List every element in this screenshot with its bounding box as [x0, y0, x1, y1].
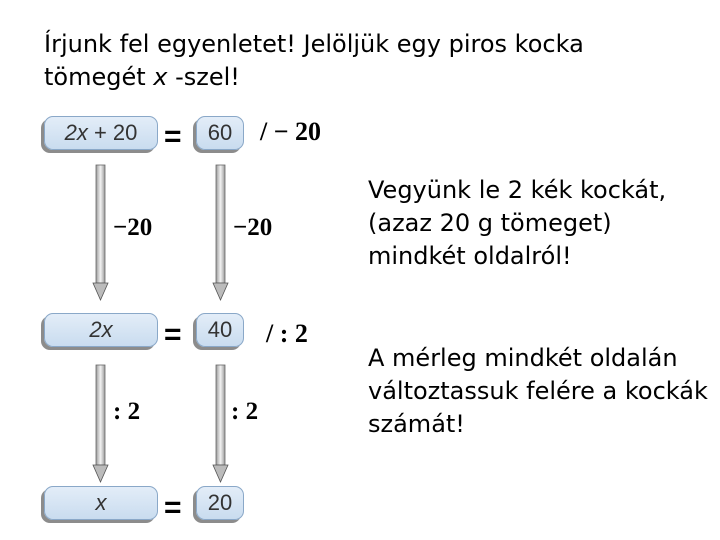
arrow-down-2-right: [213, 365, 228, 482]
equation-1-left-side: [44, 116, 158, 150]
intro-variable: x: [153, 63, 168, 91]
intro-line-2-suffix: -szel!: [167, 63, 240, 91]
note-halve: [368, 342, 716, 441]
note-subtract-line-3: mindkét oldalról!: [368, 242, 572, 270]
note-halve-line-2: változtassuk felére a kockák: [368, 377, 708, 405]
intro-line-2-prefix: tömegét: [44, 63, 154, 91]
equation-2-left-variable: 2x: [89, 317, 113, 342]
equation-3-left-side: [44, 486, 158, 520]
intro-line-1: Írjunk fel egyenletet! Jelöljük egy piros kocka: [44, 30, 584, 58]
equation-3-right-side: 20: [196, 486, 244, 520]
equation-3-equals: =: [164, 491, 182, 524]
arrow-2-left-label: : 2: [113, 398, 141, 425]
equation-2-operation: / : 2: [266, 319, 308, 348]
arrow-down-2-left: [93, 365, 108, 482]
note-subtract: [368, 174, 716, 273]
equation-1-equals: =: [164, 120, 182, 153]
equation-1-left-rest: + 20: [87, 120, 138, 145]
arrow-1-left-label: −20: [113, 214, 153, 241]
equation-2-equals: =: [164, 318, 182, 351]
note-subtract-line-1: Vegyünk le 2 kék kockát,: [368, 176, 667, 204]
arrow-down-1-right: [213, 165, 228, 300]
equation-2-right-side: 40: [196, 313, 244, 347]
equation-1-right-side: 60: [196, 116, 244, 150]
arrow-1-right-label: −20: [233, 214, 273, 241]
arrow-down-1-left: [93, 165, 108, 300]
equation-3-left-variable: x: [95, 490, 107, 515]
arrow-2-right-label: : 2: [231, 398, 259, 425]
note-subtract-line-2: (azaz 20 g tömeget): [368, 209, 612, 237]
equation-1-left-variable: 2x: [64, 120, 88, 145]
equation-2-left-side: [44, 313, 158, 347]
note-halve-line-3: számát!: [368, 410, 465, 438]
note-halve-line-1: A mérleg mindkét oldalán: [368, 344, 678, 372]
equation-1-operation: / − 20: [260, 117, 322, 146]
